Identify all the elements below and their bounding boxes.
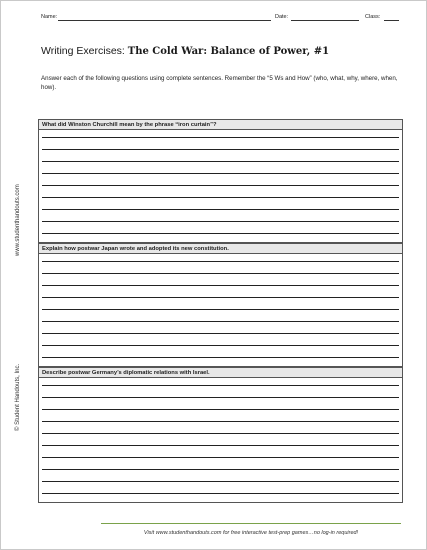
title-prefix: Writing Exercises: [41, 45, 128, 57]
question-1: What did Winston Churchill mean by the phrase “iron curtain”? [39, 120, 402, 130]
name-line [58, 20, 271, 21]
answer-lines-2[interactable] [39, 254, 402, 358]
answer-line[interactable] [42, 321, 399, 322]
question-section-3 [38, 367, 403, 503]
answer-line[interactable] [42, 233, 399, 234]
date-line [291, 20, 359, 21]
answer-line[interactable] [42, 481, 399, 482]
header-row [41, 14, 398, 22]
answer-line[interactable] [42, 273, 399, 274]
answer-line[interactable] [42, 149, 399, 150]
answer-line[interactable] [42, 261, 399, 262]
answer-line[interactable] [42, 357, 399, 358]
answer-line[interactable] [42, 285, 399, 286]
answer-line[interactable] [42, 345, 399, 346]
title-bold: The Cold War: Balance of Power, #1 [127, 46, 330, 57]
footer-text: Visit www.studenthandouts.com for free interactive test-prep games…no log-in required! [143, 530, 359, 536]
side-copyright: © Student Handouts, Inc. [15, 363, 21, 431]
answer-line[interactable] [42, 433, 399, 434]
answer-line[interactable] [42, 397, 399, 398]
answer-line[interactable] [42, 469, 399, 470]
question-section-2 [38, 243, 403, 367]
answer-line[interactable] [42, 445, 399, 446]
side-website: www.studenthandouts.com [15, 184, 21, 256]
answer-line[interactable] [42, 185, 399, 186]
answer-lines-1[interactable] [39, 130, 402, 234]
class-line [384, 20, 399, 21]
answer-lines-3[interactable] [39, 378, 402, 494]
answer-line[interactable] [42, 161, 399, 162]
answer-line[interactable] [42, 173, 399, 174]
answer-line[interactable] [42, 137, 399, 138]
footer-divider [101, 523, 401, 524]
answer-line[interactable] [42, 385, 399, 386]
instructions: Answer each of the following questions using complete sentences. Remember the “5 Ws and How” (who, what, why, where, when, how). [41, 75, 398, 91]
answer-line[interactable] [42, 209, 399, 210]
answer-line[interactable] [42, 457, 399, 458]
answer-line[interactable] [42, 197, 399, 198]
answer-line[interactable] [42, 333, 399, 334]
answer-line[interactable] [42, 493, 399, 494]
page-title [41, 45, 329, 57]
date-label: Date: [275, 14, 289, 20]
answer-line[interactable] [42, 297, 399, 298]
question-section-1 [38, 119, 403, 243]
answer-line[interactable] [42, 221, 399, 222]
answer-line[interactable] [42, 409, 399, 410]
question-3: Describe postwar Germany’s diplomatic relations with Israel. [39, 368, 402, 378]
class-label: Class: [365, 14, 381, 20]
question-2: Explain how postwar Japan wrote and adopted its new constitution. [39, 244, 402, 254]
answer-line[interactable] [42, 421, 399, 422]
name-label: Name: [41, 14, 58, 20]
answer-line[interactable] [42, 309, 399, 310]
